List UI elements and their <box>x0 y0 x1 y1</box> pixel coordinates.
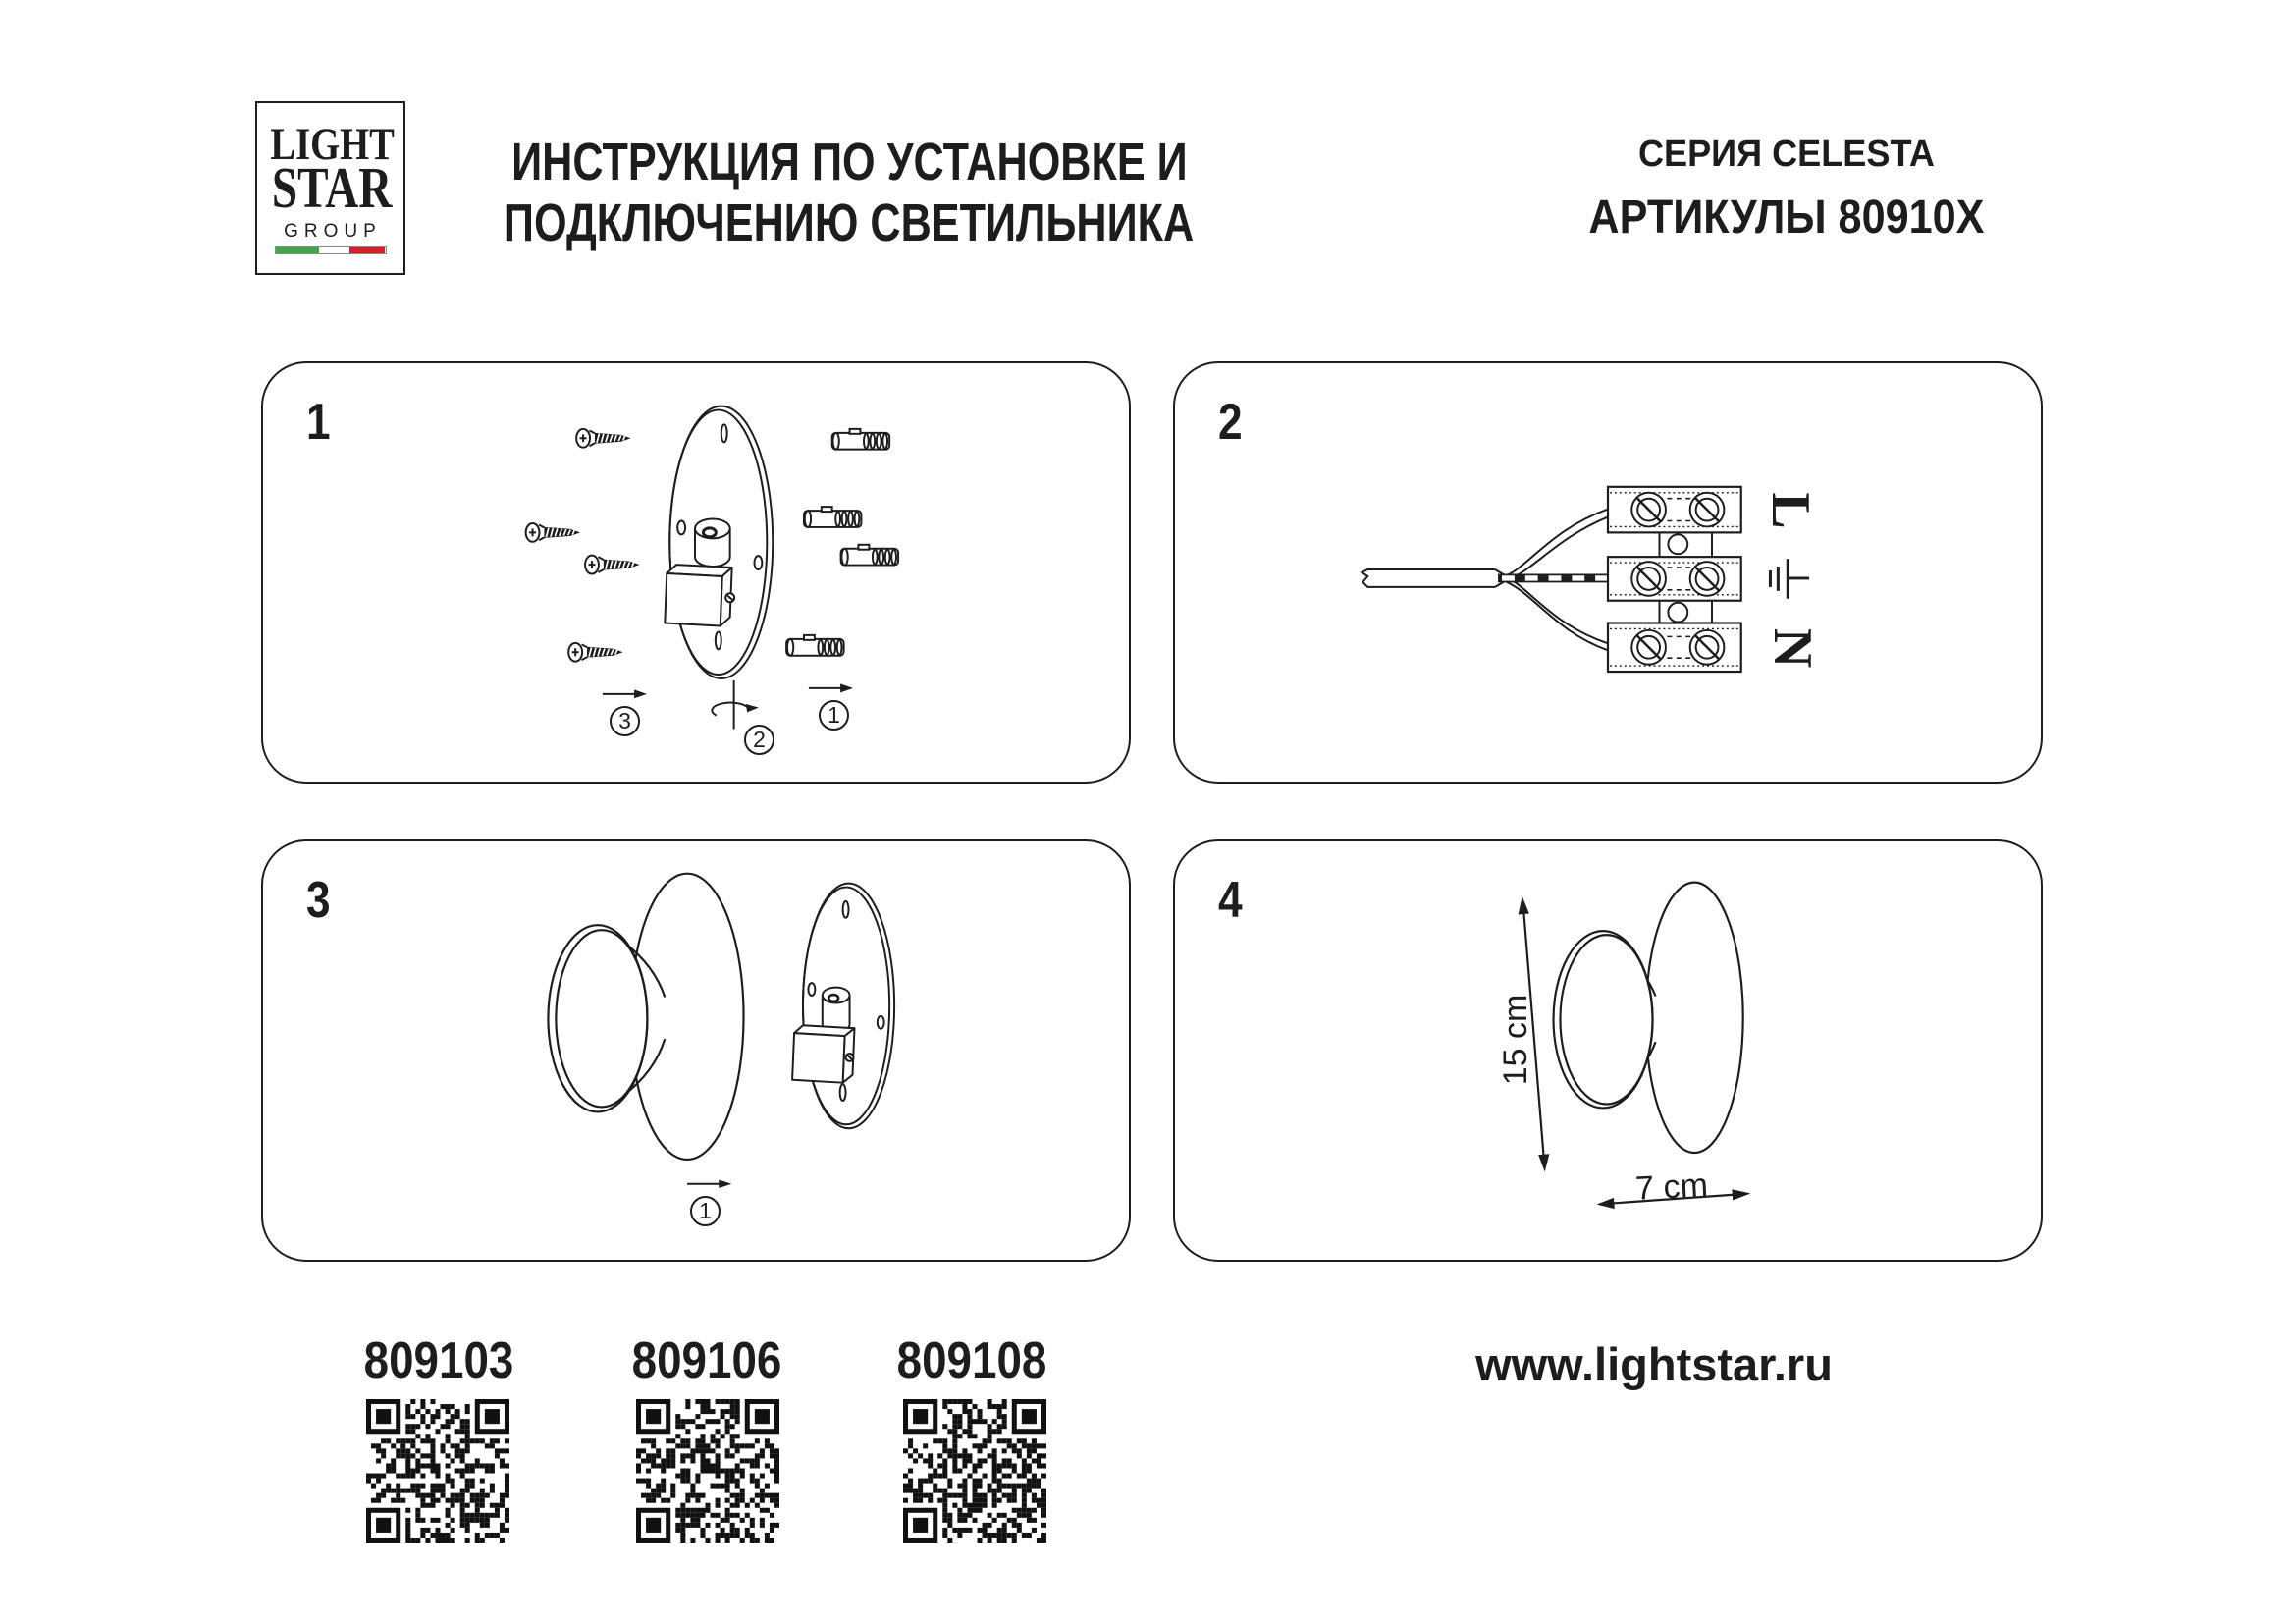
step-number: 4 <box>1218 872 1243 929</box>
series-name: СЕРИЯ CELESTA <box>1638 134 1935 175</box>
series-header <box>1463 135 2110 242</box>
callout-attach: 1 <box>690 1196 721 1226</box>
height-dimension-label: 15 cm <box>1496 994 1534 1086</box>
wall-anchor-icon <box>786 429 898 656</box>
qr-code <box>366 1399 509 1543</box>
step4-panel <box>1173 839 2043 1262</box>
article-code: 809103 <box>363 1332 514 1389</box>
lamp-mount-cylinder <box>823 988 850 1033</box>
step3-panel <box>261 839 1131 1262</box>
step3-diagram <box>263 841 1129 1260</box>
logo-word-star: STAR <box>271 155 393 220</box>
qr-code <box>903 1399 1046 1543</box>
step-number: 2 <box>1218 394 1243 451</box>
lamp-body <box>548 874 743 1160</box>
logo-word-light: LIGHT <box>270 119 395 170</box>
step-number: 1 <box>306 394 331 451</box>
website-url: www.lightstar.ru <box>1475 1338 1833 1390</box>
step4-diagram <box>1175 841 2041 1260</box>
step2-panel <box>1173 361 2043 784</box>
earth-ground-icon <box>1770 559 1809 599</box>
callout-rotate: 2 <box>744 725 774 755</box>
logo-word-group: GROUP <box>284 221 382 242</box>
label-neutral-N: N <box>1762 627 1823 669</box>
articles-label: АРТИКУЛЫ 80910X <box>1588 191 1985 244</box>
flag-white <box>319 247 348 253</box>
screw-icon <box>526 429 640 662</box>
callout-screws: 3 <box>610 706 640 736</box>
page-title-line2: ПОДКЛЮЧЕНИЮ СВЕТИЛЬНИКА <box>504 193 1195 252</box>
page-title-line1: ИНСТРУКЦИЯ ПО УСТАНОВКЕ И <box>510 133 1188 191</box>
step2-diagram <box>1175 363 2041 782</box>
flag-green <box>276 247 320 253</box>
step-number: 3 <box>306 872 331 929</box>
label-line-L: L <box>1760 492 1821 529</box>
callout-anchors: 1 <box>819 700 849 731</box>
width-dimension-label: 7 cm <box>1634 1165 1709 1208</box>
article-code: 809108 <box>896 1332 1047 1389</box>
article-code: 809106 <box>631 1332 782 1389</box>
step1-panel <box>261 361 1131 784</box>
lightstar-logo <box>255 101 405 275</box>
lamp-mount-cylinder <box>695 519 730 568</box>
flag-red <box>349 247 386 253</box>
qr-code <box>636 1399 779 1543</box>
lamp-body <box>1554 883 1743 1153</box>
step1-diagram <box>263 363 1129 782</box>
terminal-box <box>665 565 734 625</box>
page-title <box>407 132 1291 253</box>
terminal-box <box>792 1025 854 1082</box>
power-cable <box>1362 569 1507 587</box>
attach-arrow <box>687 1180 730 1187</box>
italian-flag-stripe <box>275 246 387 254</box>
